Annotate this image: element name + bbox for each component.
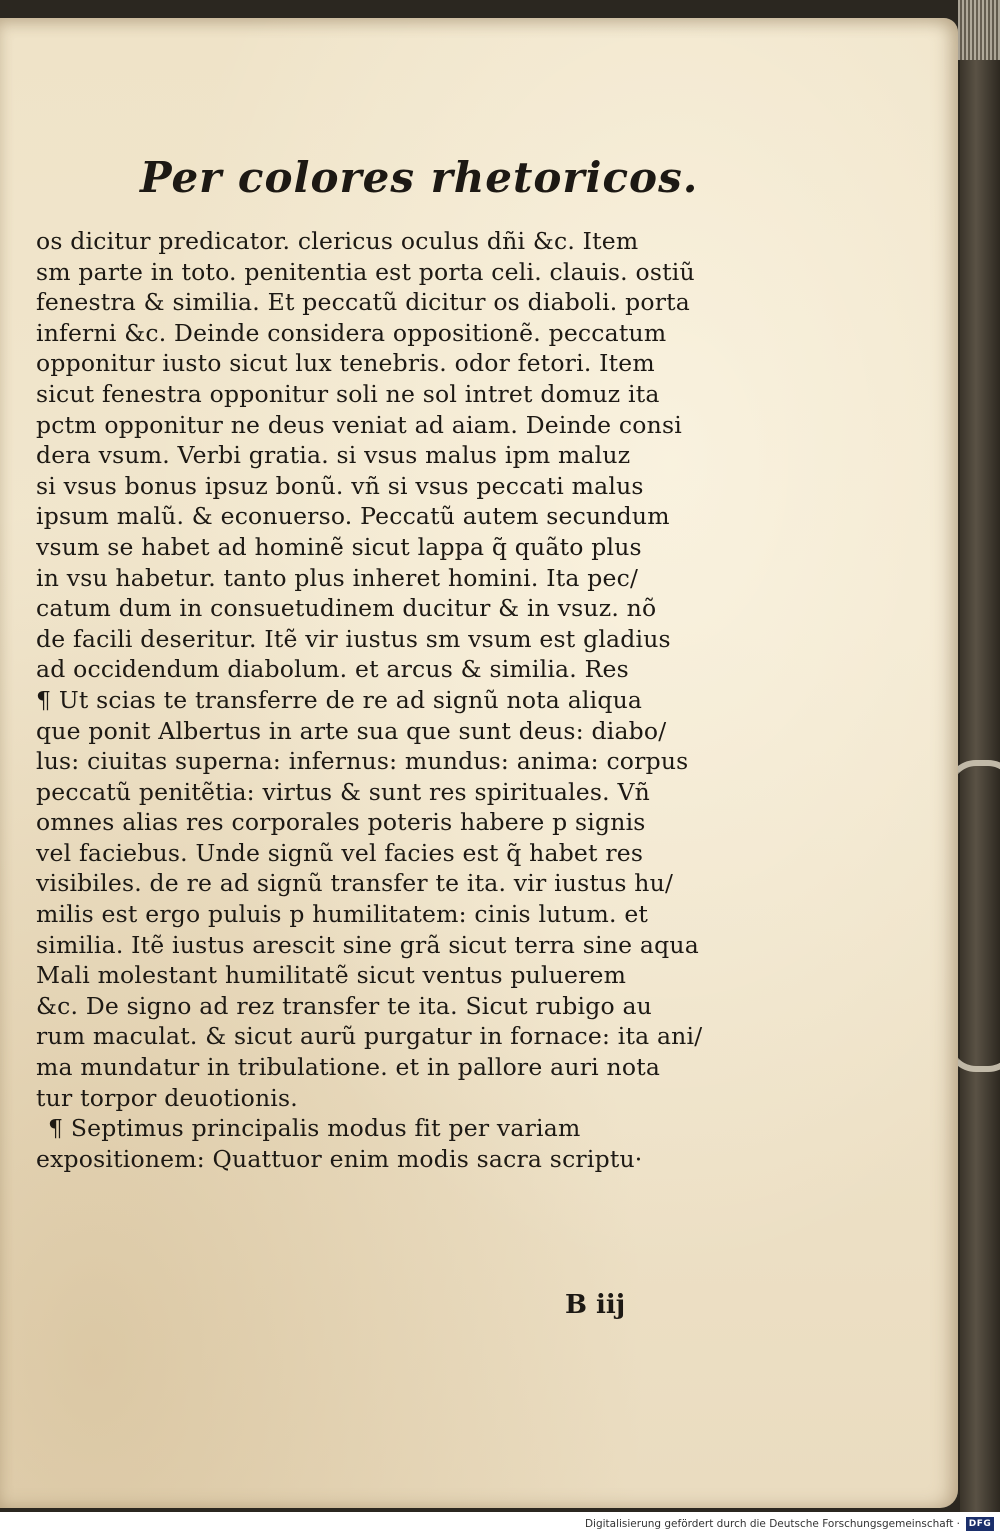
text-block bbox=[36, 138, 776, 1174]
signature-mark: B iij bbox=[565, 1290, 626, 1320]
text-line: rum maculat. & sicut aurũ purgatur in fornace: ita ani/ bbox=[36, 1022, 703, 1051]
text-line: visibiles. de re ad signũ transfer te ita. vir iustus hu/ bbox=[36, 869, 674, 898]
text-line: de facili deseritur. Itẽ vir iustus sm vsum est gladius bbox=[36, 624, 671, 653]
text-line: in vsu habetur. tanto plus inheret homini. Ita pec/ bbox=[36, 563, 639, 592]
text-line: &c. De signo ad rez transfer te ita. Sicut rubigo au bbox=[36, 991, 653, 1020]
text-line: ipsum malũ. & econuerso. Peccatũ autem secundum bbox=[36, 502, 670, 531]
text-line: lus: ciuitas superna: infernus: mundus: anima: corpus bbox=[36, 747, 689, 776]
text-line: pctm opponitur ne deus veniat ad aiam. Deinde consi bbox=[36, 410, 682, 439]
text-line: peccatũ penitẽtia: virtus & sunt res spirituales. Vñ bbox=[36, 777, 650, 806]
text-line: sm parte in toto. penitentia est porta celi. clauis. ostiũ bbox=[36, 257, 695, 286]
text-line: fenestra & similia. Et peccatũ dicitur os diaboli. porta bbox=[36, 288, 691, 317]
text-line: inferni &c. Deinde considera oppositionẽ. peccatum bbox=[36, 318, 667, 347]
text-line: que ponit Albertus in arte sua que sunt deus: diabo/ bbox=[36, 716, 667, 745]
text-line: vsum se habet ad hominẽ sicut lappa q̃ quãto plus bbox=[36, 532, 642, 561]
running-head: Per colores rhetoricos. bbox=[140, 153, 699, 202]
footer bbox=[0, 1512, 1000, 1537]
text-line: ¶ Ut scias te transferre de re ad signũ nota aliqua bbox=[36, 685, 643, 714]
text-line: expositionem: Quattuor enim modis sacra scriptu· bbox=[36, 1144, 643, 1173]
text-line: similia. Itẽ iustus arescit sine grã sicut terra sine aqua bbox=[36, 930, 699, 959]
text-line: vel faciebus. Unde signũ vel facies est q̃ habet res bbox=[36, 838, 644, 867]
text-line: si vsus bonus ipsuz bonũ. vñ si vsus peccati malus bbox=[36, 471, 644, 500]
dfg-credit: Digitalisierung gefördert durch die Deutsche Forschungsgemeinschaft · bbox=[584, 1518, 960, 1530]
text-line: opponitur iusto sicut lux tenebris. odor fetori. Item bbox=[36, 349, 655, 378]
dfg-logo-icon: DFG bbox=[966, 1517, 994, 1531]
text-line: ad occidendum diabolum. et arcus & similia. Res bbox=[36, 655, 629, 684]
paper-page bbox=[0, 18, 958, 1508]
text-line: omnes alias res corporales poteris habere p signis bbox=[36, 808, 646, 837]
text-line: dera vsum. Verbi gratia. si vsus malus ipm maluz bbox=[36, 441, 631, 470]
text-line: ma mundatur in tribulatione. et in pallore auri nota bbox=[36, 1053, 661, 1082]
body-text bbox=[36, 226, 776, 1174]
text-line: ¶ Septimus principalis modus fit per variam bbox=[48, 1114, 581, 1143]
text-line: Mali molestant humilitatẽ sicut ventus puluerem bbox=[36, 961, 627, 990]
text-line: tur torpor deuotionis. bbox=[36, 1083, 298, 1112]
page-edges bbox=[958, 0, 1000, 60]
text-line: catum dum in consuetudinem ducitur & in vsuz. nõ bbox=[36, 594, 657, 623]
text-line: milis est ergo puluis p humilitatem: cinis lutum. et bbox=[36, 900, 649, 929]
text-line: os dicitur predicator. clericus oculus dñi &c. Item bbox=[36, 227, 639, 255]
text-line: sicut fenestra opponitur soli ne sol intret domuz ita bbox=[36, 379, 660, 408]
book-edge bbox=[960, 0, 1000, 1512]
